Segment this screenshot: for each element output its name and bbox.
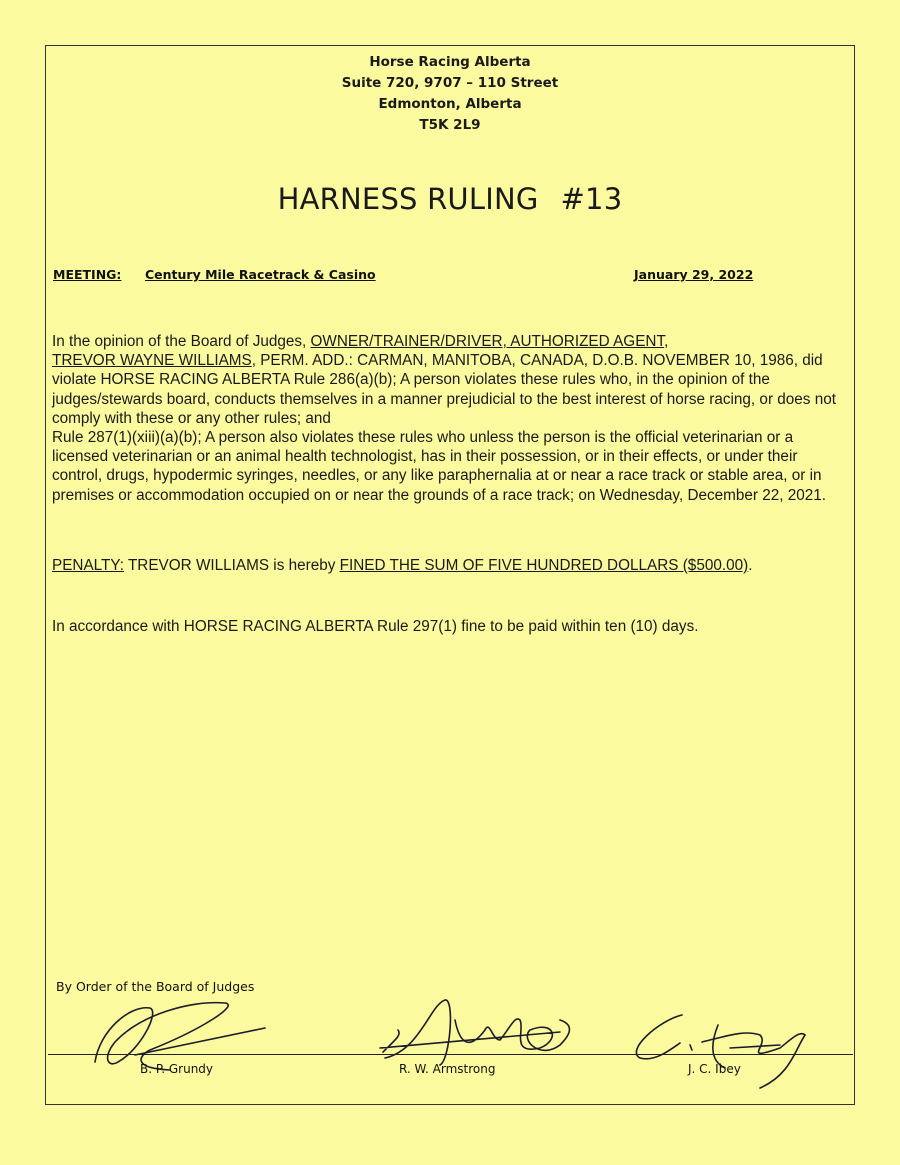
org-name: Horse Racing Alberta [369, 54, 531, 70]
ruling-details: , PERM. ADD.: CARMAN, MANITOBA, CANADA, D.O.B. NOVEMBER 10, 1986, did violate HORSE RACING ALBERTA Rule 286(a)(b); A person violates these rules who, in the opinion of the judges/stewards board, conducts themselves in a manner prejudicial to the best interest of horse racing, or does not comply with these or any other rules; and [52, 352, 836, 427]
meeting-label: MEETING: [53, 267, 122, 282]
signature-line [48, 1054, 853, 1055]
penalty-fine: FINED THE SUM OF FIVE HUNDRED DOLLARS ($500.00) [339, 557, 749, 574]
org-postal: T5K 2L9 [419, 117, 481, 133]
signer-ibey: J. C. Ibey [688, 1062, 741, 1076]
meeting-venue: Century Mile Racetrack & Casino [145, 267, 376, 282]
accordance-paragraph: In accordance with HORSE RACING ALBERTA Rule 297(1) fine to be paid within ten (10) days. [52, 618, 699, 635]
penalty-text: TREVOR WILLIAMS is hereby [123, 557, 340, 574]
ruling-role: OWNER/TRAINER/DRIVER, AUTHORIZED AGENT [310, 333, 665, 350]
signature-ibey [636, 1015, 805, 1088]
penalty-label: PENALTY: [52, 557, 124, 574]
ruling-person-name: TREVOR WAYNE WILLIAMS [52, 352, 252, 370]
signature-caption: By Order of the Board of Judges [56, 979, 255, 994]
ruling-rule-287: Rule 287(1)(xiii)(a)(b); A person also violates these rules who unless the person is the official veterinarian or a licensed veterinarian or an animal health technologist, has in their possession, or in their effects, or under their control, drugs, hypodermic syringes, needles, or any like paraphernalia at or near a race track or stable area, or in premises or accommodation occupied on or near the grounds of a race track; on Wednesday, December 22, 2021. [52, 429, 827, 504]
org-address: Suite 720, 9707 – 110 Street [341, 75, 559, 91]
penalty-end: . [748, 557, 753, 574]
ruling-intro: In the opinion of the Board of Judges, [52, 333, 311, 350]
org-city: Edmonton, Alberta [378, 96, 522, 112]
ruling-comma: , [664, 333, 669, 350]
meeting-date: January 29, 2022 [634, 267, 754, 282]
signer-grundy: B. P. Grundy [140, 1062, 214, 1076]
title-main: HARNESS RULING [277, 182, 539, 216]
signature-grundy [95, 1003, 228, 1070]
ruling-number: #13 [560, 182, 623, 216]
signer-armstrong: R. W. Armstrong [399, 1062, 496, 1076]
signature-armstrong [380, 1000, 569, 1065]
